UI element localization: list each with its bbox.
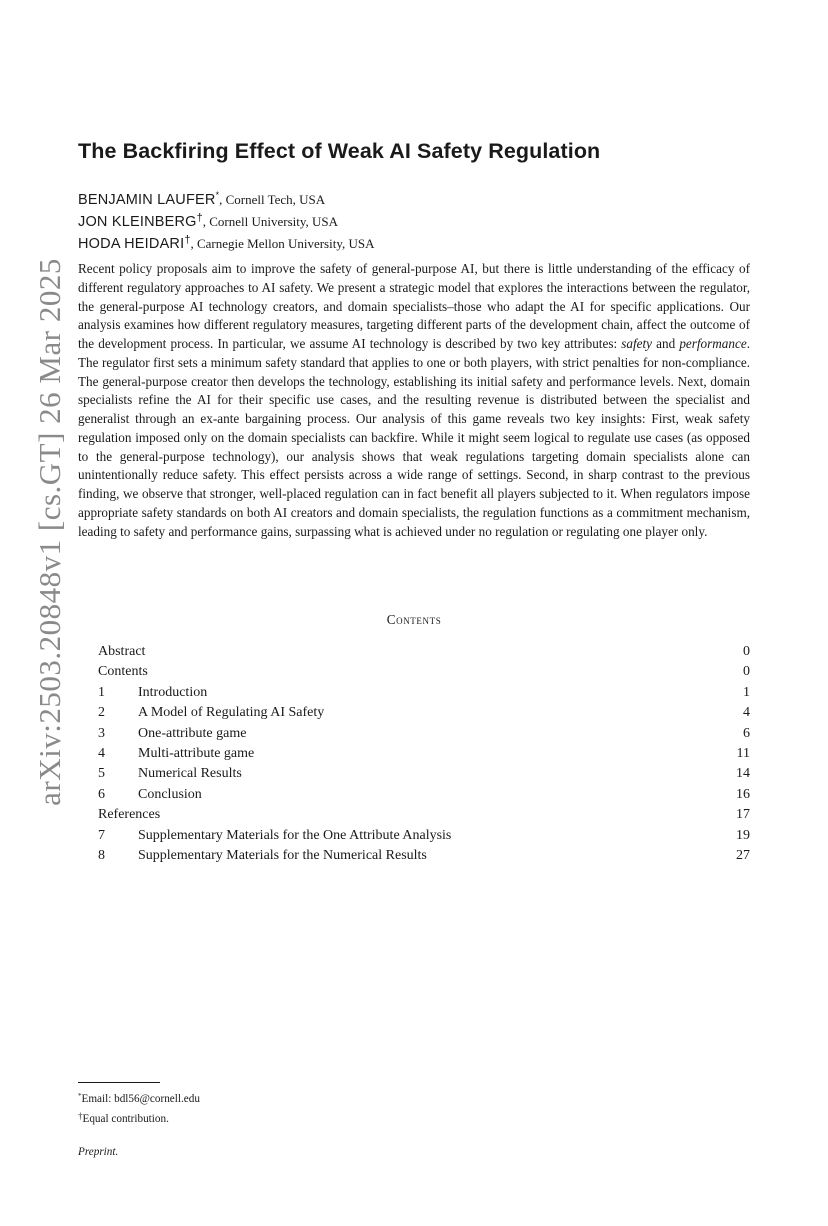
toc-entry-title: References [98, 807, 161, 823]
author-name: JON KLEINBERG [78, 213, 197, 230]
toc-entry-title: Abstract [98, 644, 146, 659]
toc-entry-title: A Model of Regulating AI Safety [138, 705, 325, 721]
toc-entry-multi-attribute-game[interactable] [98, 744, 750, 764]
toc-entry-numerical-results[interactable] [98, 764, 750, 784]
toc-entry-page: 16 [736, 786, 750, 802]
toc-entry-page: 1 [743, 684, 750, 700]
author-name: BENJAMIN LAUFER [78, 192, 216, 208]
toc-entry-number: 2 [98, 705, 105, 721]
toc-entry-number: 5 [98, 766, 105, 782]
toc-entry-number: 8 [98, 847, 105, 863]
abstract-text: Recent policy proposals aim to improve the safety of general-purpose AI, but there is little understanding of the efficacy of different regulatory approaches to AI safety. We present a strategic model that explores the interactions between the regulator, the general-purpose AI technology creators, and domain specialists–those who adapt the AI for specific applications. Our analysis examines how different regulatory measures, targeting different parts of the development chain, affect the outcome of the development process. In particular, we assume AI technology is described by two key attributes: [78, 261, 750, 351]
toc-entry-title: One-attribute game [138, 725, 247, 741]
toc-entry-page: 0 [743, 664, 750, 680]
author-affiliation: , Cornell University, USA [202, 213, 339, 229]
footnote-text: Email: bdl56@cornell.edu [81, 1093, 200, 1105]
toc-entry-number: 6 [98, 786, 105, 802]
toc-entry-contents[interactable] [98, 662, 750, 682]
toc-entry-introduction[interactable] [98, 683, 750, 703]
toc-entry-title: Conclusion [138, 786, 202, 802]
toc-entry-number: 4 [98, 745, 105, 761]
toc-entry-one-attribute-game[interactable] [98, 724, 750, 744]
author-affiliation: , Cornell Tech, USA [219, 192, 326, 207]
toc-entry-title: Supplementary Materials for the Numerical Results [138, 847, 427, 863]
abstract-emphasis-performance: performance [679, 336, 747, 351]
preprint-label: Preprint. [78, 1146, 119, 1158]
footnote-email [78, 1088, 200, 1108]
toc-entry-title: Multi-attribute game [138, 745, 255, 761]
author-list [78, 184, 375, 252]
author-footnote-mark: † [184, 234, 191, 246]
footnotes [78, 1088, 200, 1128]
toc-entry-page: 19 [736, 827, 750, 843]
toc-entry-page: 0 [743, 644, 750, 659]
toc-entry-page: 17 [736, 807, 750, 823]
author-entry [78, 207, 375, 230]
footnote-equal-contribution [78, 1108, 200, 1128]
toc-entry-title: Contents [98, 664, 148, 680]
author-footnote-mark: * [215, 190, 220, 200]
author-entry [78, 229, 375, 252]
abstract-paragraph [78, 260, 750, 541]
author-entry [78, 184, 375, 207]
toc-entry-title: Introduction [138, 684, 208, 700]
toc-entry-number: 1 [98, 684, 105, 700]
toc-entry-abstract[interactable] [98, 642, 750, 662]
arxiv-identifier-text: arXiv:2503.20848v1 [cs.GT] 26 Mar 2025 [32, 258, 67, 806]
table-of-contents [98, 642, 750, 866]
author-footnote-mark: † [196, 211, 203, 224]
toc-entry-conclusion[interactable] [98, 785, 750, 805]
footnote-divider [78, 1082, 160, 1083]
toc-entry-references[interactable] [98, 805, 750, 825]
footnote-mark: * [78, 1092, 82, 1100]
toc-entry-supplementary-numerical[interactable] [98, 846, 750, 866]
toc-entry-page: 27 [736, 847, 750, 863]
toc-entry-title: Numerical Results [138, 766, 242, 782]
author-affiliation: , Carnegie Mellon University, USA [190, 236, 375, 251]
toc-entry-number: 7 [98, 827, 105, 843]
toc-entry-supplementary-one-attribute[interactable] [98, 826, 750, 846]
arxiv-identifier-stamp [20, 230, 80, 835]
toc-entry-page: 14 [736, 766, 750, 782]
author-name: HODA HEIDARI [78, 236, 185, 252]
contents-heading: Contents [386, 612, 442, 627]
abstract-text: . The regulator first sets a minimum safety standard that applies to one or both players, with strict penalties for non-compliance. The general-purpose creator then develops the technology, establishing its initial safety and performance levels. Next, domain specialists refine the AI for their specific use cases, and the resulting revenue is distributed between the specialist and generalist through an ex-ante bargaining process. Our analysis of this game reveals two key insights: First, weak safety regulation imposed only on the domain specialists can backfire. While it might seem logical to regulate use cases (as opposed to the general-purpose technology), our analysis shows that weak regulations targeting domain specialists alone can unintentionally reduce safety. This effect persists across a wide range of settings. Second, in sharp contrast to the previous finding, we observe that stronger, well-placed regulation can in fact benefit all players subjected to it. When regulators impose appropriate safety standards on both AI creators and domain specialists, the regulation functions as a commitment mechanism, leading to safety and performance gains, surpassing what is achieved under no regulation or regulating one player only. [78, 336, 750, 539]
toc-entry-model[interactable] [98, 703, 750, 723]
toc-entry-number: 3 [98, 725, 105, 741]
toc-entry-page: 4 [743, 705, 750, 721]
footnote-mark: † [78, 1111, 83, 1121]
footnote-text: Equal contribution. [82, 1113, 169, 1125]
abstract-emphasis-safety: safety [621, 336, 653, 351]
toc-entry-page: 6 [743, 725, 750, 741]
toc-entry-page: 11 [736, 745, 750, 761]
abstract-text: and [652, 336, 680, 351]
paper-title: The Backfiring Effect of Weak AI Safety Regulation [78, 139, 601, 163]
toc-entry-title: Supplementary Materials for the One Attribute Analysis [138, 827, 452, 843]
